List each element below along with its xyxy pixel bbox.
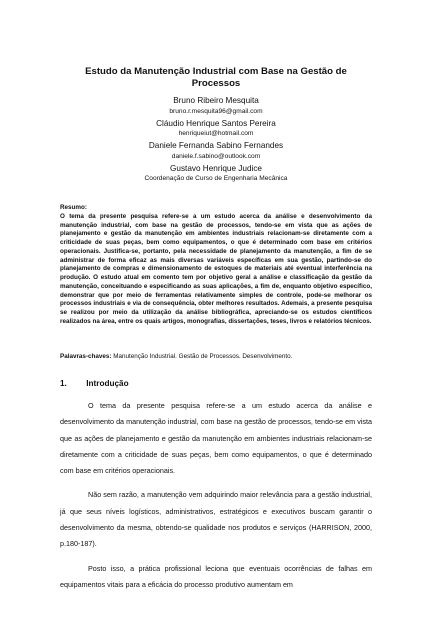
paper-title: Estudo da Manutenção Industrial com Base na Gestão de Processos [85,66,347,89]
author-email: henriqueiut@hotmail.com [178,130,254,137]
author-affiliation: Coordenação de Curso de Engenharia Mecânica [144,175,288,182]
author-block [0,119,432,139]
abstract [60,204,372,327]
paragraph: Não sem razão, a manutenção vem adquirindo maior relevância para a gestão industrial, já que seus níveis logísticos, administrativos, estratégicos e executivos buscam garantir o desenvolvimento da mesma, obtendo-se qualidade nos produtos e serviços (HARRISON, 2000, p.180-187). [60,490,372,549]
author-email: bruno.r.mesquita96@gmail.com [169,107,263,115]
keywords-label: Palavras-chaves: [60,353,112,360]
author-list [0,96,432,183]
author-name: Bruno Ribeiro Mesquita [173,96,259,105]
author-block [0,96,432,116]
abstract-text: O tema da presente pesquisa refere-se a um estudo acerca da análise e desenvolvimento da manutenção industrial, com base na gestão de processos, tendo-se em vista que as ações de planejamento e gestão da manutenção em ambientes industriais relacionam-se diretamente com a criticidade de suas peças, bem como equipamentos, o que é determinado com base em critérios operacionais. Justifica-se, portanto, pela necessidade de planejamento da manutenção, a fim de se administrar de forma eficaz as mais diversas variáveis específicas em sua gestão, partindo-se do planejamento de compras e dimensionamento de estoques de materiais até eventual interferência na produção. O estudo atual em comento tem por objetivo geral a análise e classificação da gestão da manutenção, conceituando e especificando as suas aplicações, a fim de, enquanto objetivo específico, demonstrar que por meio de ferramentas relativamente simples de controle, pode-se melhorar os processos industriais e via de consequência, obter melhores resultados. Ademais, a presente pesquisa se realizou por meio da utilização da análise bibliográfica, apreciando-se os estudos científicos realizados na área, entre os quais artigos, monografias, dissertações, teses, livros e relatórios técnicos. [60,212,372,325]
author-name: Gustavo Henrique Judice [170,163,262,173]
keywords-text: Manutenção Industrial. Gestão de Processos. Desenvolvimento. [113,353,293,360]
author-block [0,164,432,184]
paragraph: Posto isso, a prática profissional leciona que eventuais ocorrências de falhas em equipamentos vitais para a eficácia do processo produtivo aumentam em [60,563,372,589]
author-name: Daniele Fernanda Sabino Fernandes [148,141,284,150]
author-name: Cláudio Henrique Santos Pereira [156,118,276,128]
section-title: Introdução [86,379,129,388]
author-email: daniele.f.sabino@outlook.com [171,152,261,160]
paragraph: O tema da presente pesquisa refere-se a um estudo acerca da análise e desenvolvimento da manutenção industrial, com base na gestão de processos, tendo-se em vista que as ações de planejamento e gestão da manutenção em ambientes industriais relacionam-se diretamente com a criticidade de suas peças, bem como equipamentos, o que é determinado com base em critérios operacionais. [60,401,372,476]
keywords [60,352,372,361]
abstract-label: Resumo: [60,204,87,211]
section-body [60,398,372,601]
author-block [0,141,432,161]
section-heading [60,379,129,388]
section-number: 1. [60,379,67,388]
